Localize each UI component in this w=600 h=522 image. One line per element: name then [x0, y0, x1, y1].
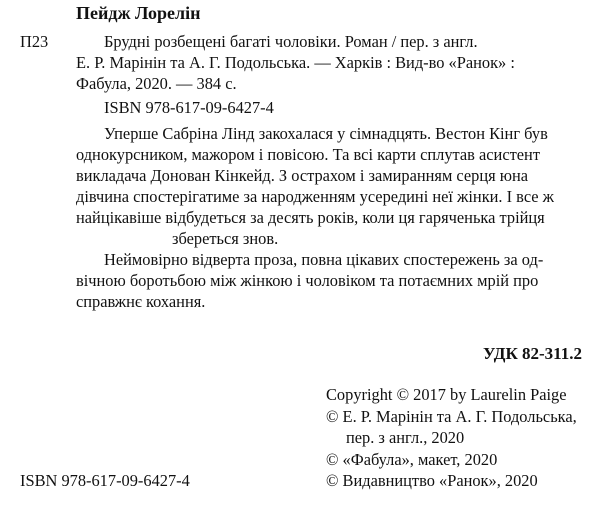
- copyright-line: Copyright © 2017 by Laurelin Paige: [326, 385, 567, 404]
- isbn-bottom: ISBN 978-617-09-6427-4: [20, 471, 190, 490]
- udk-code: УДК 82-311.2: [482, 344, 582, 363]
- abstract-line: Неймовірно відверта проза, повна цікавих спостережень за од-: [104, 250, 544, 269]
- copyright-line: © Видавництво «Ранок», 2020: [326, 471, 538, 490]
- abstract-line: дівчина спостерігатиме за народженням усередині неї жінки. І все ж: [76, 187, 555, 206]
- description-line: Фабула, 2020. — 384 с.: [76, 74, 237, 93]
- bibliographic-description: [76, 32, 584, 95]
- abstract-line: справжнє кохання.: [76, 292, 206, 311]
- classification-code: П23: [20, 32, 49, 51]
- copyright-line: © «Фабула», макет, 2020: [326, 449, 498, 469]
- copyright-line: пер. з англ., 2020: [346, 428, 465, 447]
- abstract-line: викладача Донован Кінкейд. З острахом і замиранням серця юна: [76, 166, 529, 185]
- isbn-top: ISBN 978-617-09-6427-4: [104, 98, 274, 117]
- author-name: Пейдж Лорелін: [76, 3, 201, 23]
- copyright-line: © Е. Р. Марінін та А. Г. Подольська,: [326, 406, 577, 426]
- abstract-paragraph-2: [76, 250, 584, 313]
- abstract-line: збереться знов.: [172, 229, 279, 248]
- abstract-line: найцікавіше відбудеться за десять років, коли ця гаряченька трійця: [76, 208, 545, 227]
- description-line: Брудні розбещені багаті чоловіки. Роман / пер. з англ.: [104, 32, 478, 51]
- abstract-line: вічною боротьбою між жінкою і чоловіком та потаємних мрій про: [76, 271, 539, 290]
- abstract-line: Уперше Сабріна Лінд закохалася у сімнадцять. Вестон Кінг був: [104, 124, 548, 143]
- description-line: Е. Р. Марінін та А. Г. Подольська. — Харків : Вид-во «Ранок» :: [76, 53, 515, 72]
- abstract-line: однокурсником, мажором і повісою. Та всі карти сплутав асистент: [76, 145, 540, 164]
- abstract: [76, 124, 584, 313]
- abstract-paragraph-1: [76, 124, 584, 250]
- copyright-block: [326, 385, 577, 493]
